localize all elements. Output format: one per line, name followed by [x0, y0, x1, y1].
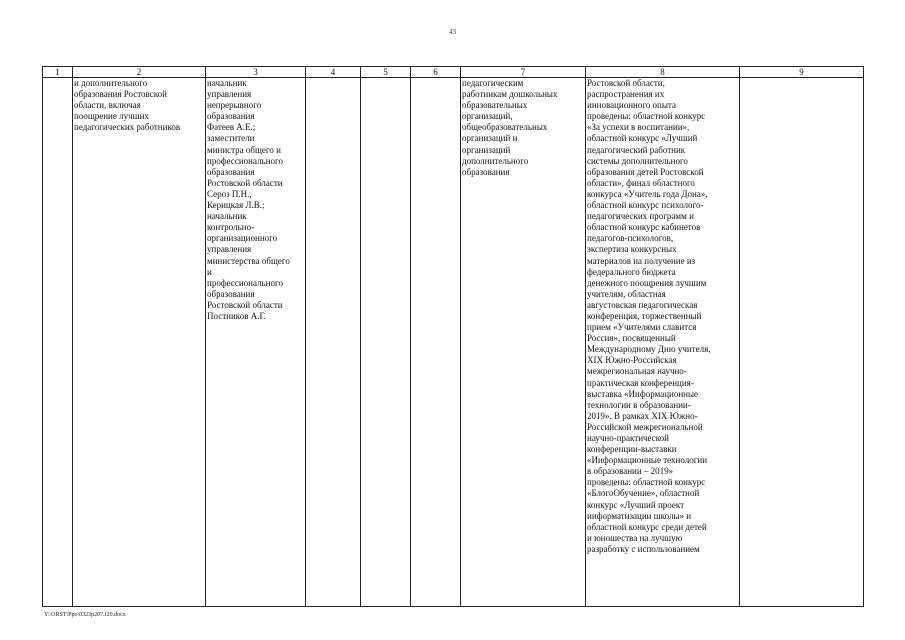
table-cell-col4: [306, 78, 361, 607]
column-header: 5: [361, 67, 411, 78]
table-header-row: [43, 67, 864, 78]
table-cell-col6: [411, 78, 461, 607]
column-header: 2: [73, 67, 206, 78]
column-header: 6: [411, 67, 461, 78]
column-header: 3: [206, 67, 306, 78]
table-cell-col1: [43, 78, 73, 607]
table-row: [43, 78, 864, 607]
page-number: 43: [449, 28, 456, 36]
table-cell-target: педагогическим работникам дошкольных образовательных организаций, общеобразовательных организаций и организаций дополнительного образования: [461, 78, 586, 607]
table-cell-activity: и дополнительного образования Ростовской области, включая поощрение лучших педагогических работников: [73, 78, 206, 607]
column-header: 1: [43, 67, 73, 78]
column-header: 4: [306, 67, 361, 78]
document-table: [42, 66, 864, 607]
table-cell-responsible: начальник управления непрерывного образования Фатеев А.Е.; заместители министра общего и профессионального образования Ростовской области Сероз П.Н., Керицкая Л.В.; начальник контрольно- организационного управления министерства общего и профессионального образования Ростовской области Постников А.Г.: [206, 78, 306, 607]
column-header: 7: [461, 67, 586, 78]
column-header: 9: [740, 67, 864, 78]
footer-file-path: Y:\ORST\Ppo\0323p207.f20.docx: [44, 612, 126, 618]
table-cell-col9: [740, 78, 864, 607]
table-cell-results: Ростовской области, распространения их инновационного опыта проведены: областной конкурс «За успехи в воспитании», областной конкурс «Лучший педагогический работник системы дополнительного образования детей Ростовской области», финал областного конкурса «Учитель года Дона», областной конкурс психолого- педагогических программ и областной конкурс кабинетов педагогов-психологов, экспертиза конкурсных материалов на получение из федерального бюджета денежного поощрения лучшим учителям, областная августовская педагогическая конференция, торжественный прием «Учителями славится Россия», посвященный Международному Дню учителя, XIX Южно-Российская межрегиональная научно- практическая конференция- выставка «Информационные технологии в образовании- 2019». В рамках XIX Южно- Российской межрегиональной научно-практической конференции-выставки «Информационные технологии в образовании – 2019» проведены: областной конкурс «БлогоОбучение», областной конкурс «Лучший проект информатизации школы» и областной конкурс среди детей и юношества на лучшую разработку с использованием: [586, 78, 740, 607]
column-header: 8: [586, 67, 740, 78]
table-cell-col5: [361, 78, 411, 607]
